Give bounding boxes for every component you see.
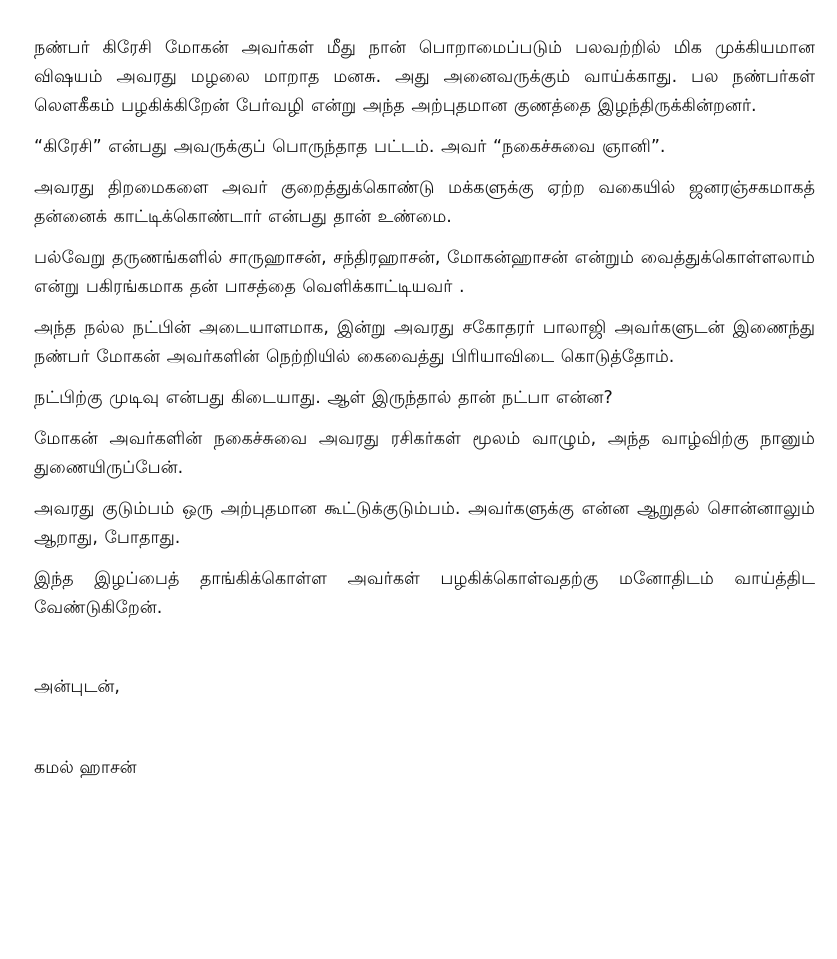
letter-paragraph: நட்பிற்கு முடிவு என்பது கிடையாது. ஆள் இருந்தால் தான் நட்பா என்ன? [34,388,613,408]
letter-paragraph: மோகன் அவர்களின் நகைச்சுவை அவரது ரசிகர்கள் மூலம் வாழும், அந்த வாழ்விற்கு நானும் துணையிருப்பேன். [34,429,815,478]
letter-paragraph: நண்பர் கிரேசி மோகன் அவர்கள் மீது நான் பொறாமைப்படும் பலவற்றில் மிக முக்கியமான விஷயம் அவரது மழலை மாறாத மனசு. அது அனைவருக்கும் வாய்க்காது. பல நண்பர்கள் லௌகீகம் பழகிக்கிறேன் பேர்வழி என்று அந்த அற்புதமான குணத்தை இழந்திருக்கின்றனர். [34,38,815,116]
letter-closing: அன்புடன், [34,677,120,697]
letter-signature: கமல் ஹாசன் [34,758,137,778]
letter-paragraph: இந்த இழப்பைத் தாங்கிக்கொள்ள அவர்கள் பழகிக்கொள்வதற்கு மனோதிடம் வாய்த்திட வேண்டுகிறேன். [34,569,815,618]
letter-paragraph: அவரது குடும்பம் ஒரு அற்புதமான கூட்டுக்குடும்பம். அவர்களுக்கு என்ன ஆறுதல் சொன்னாலும் ஆறாது, போதாது. [34,499,815,548]
letter-paragraph: பல்வேறு தருணங்களில் சாருஹாசன், சந்திரஹாசன், மோகன்ஹாசன் என்றும் வைத்துக்கொள்ளலாம் என்று பகிரங்கமாக தன் பாசத்தை வெளிக்காட்டியவர் . [34,248,815,297]
letter-paragraph: “கிரேசி” என்பது அவருக்குப் பொருந்தாத பட்டம். அவர் “நகைச்சுவை ஞானி”. [34,137,666,157]
letter-paragraph: அந்த நல்ல நட்பின் அடையாளமாக, இன்று அவரது சகோதரர் பாலாஜி அவர்களுடன் இணைந்து நண்பர் மோகன் அவர்களின் நெற்றியில் கைவைத்து பிரியாவிடை கொடுத்தோம். [34,318,815,367]
letter-paragraph: அவரது திறமைகளை அவர் குறைத்துக்கொண்டு மக்களுக்கு ஏற்ற வகையில் ஜனரஞ்சகமாகத் தன்னைக் காட்டிக்கொண்டார் என்பது தான் உண்மை. [34,178,815,227]
